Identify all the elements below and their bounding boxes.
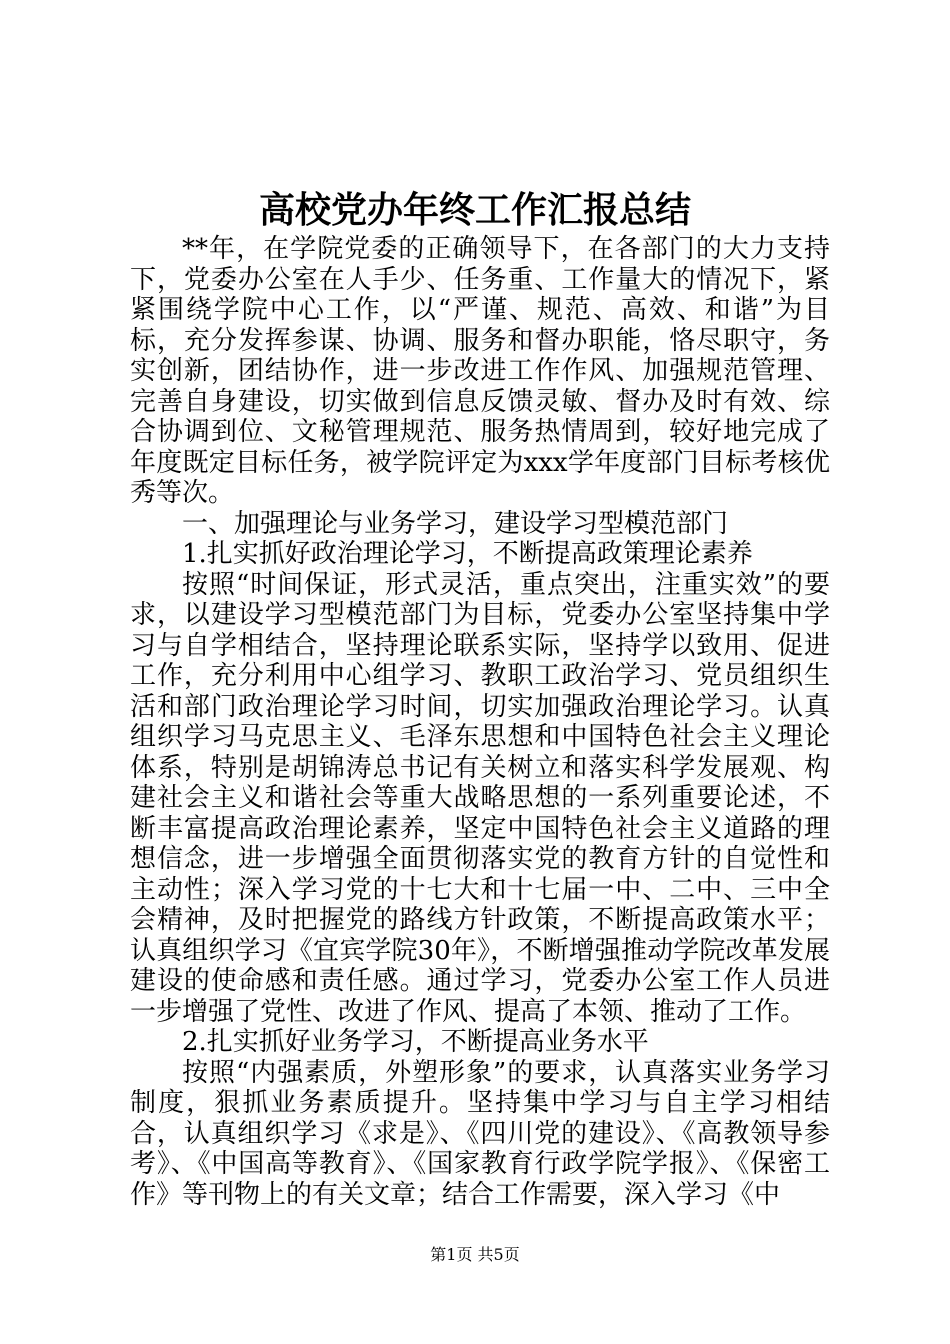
paragraph-political-study: 按照“时间保证，形式灵活，重点突出，注重实效”的要求，以建设学习型模范部门为目标，党委办公室坚持集中学习与自学相结合，坚持理论联系实际，坚持学以致用、促进工作，充分利用中心组学习、教职工政治学习、党员组织生活和部门政治理论学习时间，切实加强政治理论学习。认真组织学习马克思主义、毛泽东思想和中国特色社会主义理论体系，特别是胡锦涛总书记有关树立和落实科学发展观、构建社会主义和谐社会等重大战略思想的一系列重要论述，不断丰富提高政治理论素养，坚定中国特色社会主义道路的理想信念，进一步增强全面贯彻落实党的教育方针的自觉性和主动性；深入学习党的十七大和十七届一中、二中、三中全会精神，及时把握党的路线方针政策，不断提高政策水平；认真组织学习《宜宾学院30年》，不断增强推动学院改革发展建设的使命感和责任感。通过学习，党委办公室工作人员进一步增强了党性、改进了作风、提高了本领、推动了工作。 — [130, 569, 830, 1027]
section-heading-1: 一、加强理论与业务学习，建设学习型模范部门 — [182, 508, 729, 539]
paragraph-business-study: 按照“内强素质，外塑形象”的要求，认真落实业务学习制度，狠抓业务素质提升。坚持集中学习与自主学习相结合，认真组织学习《求是》、《四川党的建设》、《高教领导参考》、《中国高等教育》、《国家教育行政学院学报》、《保密工作》等刊物上的有关文章；结合工作需要，深入学习《中 — [130, 1057, 830, 1210]
document-title: 高校党办年终工作汇报总结 — [258, 189, 691, 231]
subsection-heading-1-1: 1.扎实抓好政治理论学习，不断提高政策理论素养 — [182, 539, 753, 569]
subsection-heading-1-2: 2.扎实抓好业务学习，不断提高业务水平 — [182, 1027, 649, 1057]
document-body — [130, 234, 830, 1210]
page-footer: 第1页 共5页 — [430, 1245, 520, 1264]
paragraph-intro: **年，在学院党委的正确领导下，在各部门的大力支持下，党委办公室在人手少、任务重、工作量大的情况下，紧紧围绕学院中心工作，以“严谨、规范、高效、和谐”为目标，充分发挥参谋、协调、服务和督办职能，恪尽职守，务实创新，团结协作，进一步改进工作作风、加强规范管理、完善自身建设，切实做到信息反馈灵敏、督办及时有效、综合协调到位、文秘管理规范、服务热情周到，较好地完成了年度既定目标任务，被学院评定为xxx学年度部门目标考核优秀等次。 — [130, 234, 830, 508]
